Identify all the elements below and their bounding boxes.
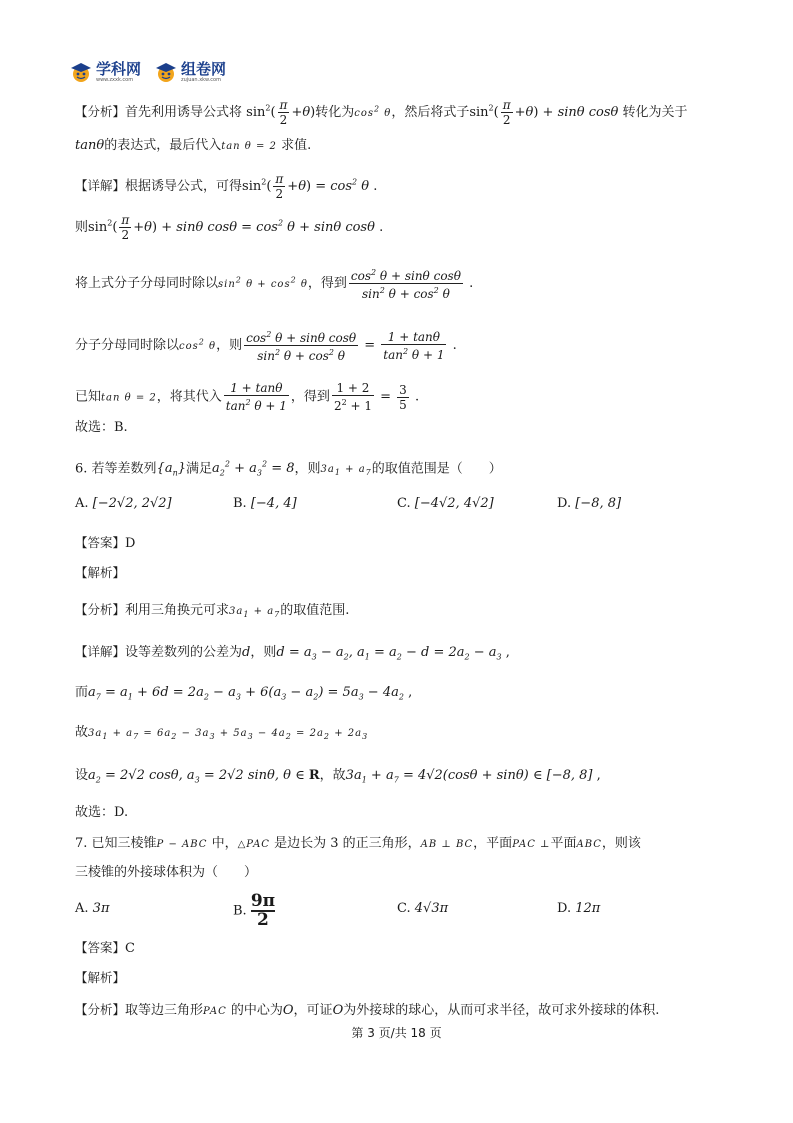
q6-option-c: C. [−4√2, 4√2] [397, 496, 494, 511]
q6-answer-line: 故选：D. [75, 805, 129, 820]
q5-answer-line: 故选：B. [75, 420, 128, 435]
page-number: 第 3 页/共 18 页 [351, 1026, 442, 1040]
q5-fenxi-line2: tanθ的表达式，最后代入tan θ = 2 求值. [75, 138, 312, 153]
q5-xiangjie-line4: 分子分母同时除以$\cos^2 \theta$，则 $\frac{\cos^2 \theta + \sin\theta \cos\theta}{\sin^2 \theta + \cos^2 \theta}$ = $\frac{1 + \tan\theta}{\tan^2 \theta + 1}$ . [75, 329, 457, 363]
q5-fenxi-line1: 【分析】首先利用诱导公式将 $\sin^2$( $\frac{\pi}{2}$ +θ)转化为$\cos^2 \theta$，然后将式子$\sin^2$( $\frac{\pi}{2}$ +θ) + sinθ cosθ 转化为关于 [75, 98, 688, 127]
q7-stem-line2: 三棱锥的外接球体积为（ ） [75, 865, 258, 880]
q5-xiangjie-line3: 将上式分子分母同时除以$\sin^2 \theta + \cos^2 \theta$，得到 $\frac{\cos^2 \theta + \sin\theta \cos\theta}{\sin^2 \theta + \cos^2 \theta}$ . [75, 268, 474, 301]
logo-xkw-url: www.zxxk.com [96, 77, 134, 83]
q7-fenxi: 【分析】取等边三角形PAC 的中心为O，可证O为外接球的球心，从而可求半径，故可求外接球的体积. [75, 1002, 660, 1018]
q7-jiexi-tag: 【解析】 [75, 970, 126, 985]
graduate-cap-icon [155, 61, 177, 83]
q5-xiangjie-line5: 已知tan θ = 2，将其代入 $\frac{1 + \tan\theta}{\tan^2 \theta + 1}$ ，得到 $\frac{1 + 2}{2^2 + 1}$ = $\frac{3}{5}$ . [75, 381, 420, 413]
q6-xiangjie-line1: 【详解】设等差数列的公差为d，则$d = a_3 - a_2$, $a_1 = a_2 - d = 2a_2 - a_3$ , [75, 644, 510, 662]
q6-stem: 6. 若等差数列$\{a_n\}$满足$a_2^2 + a_3^2 = 8$，则$3a_1 + a_7$的取值范围是（ ） [75, 460, 502, 478]
q7-answer: 【答案】C [75, 940, 135, 956]
q5-xiangjie-line2: 则$\sin^2$( $\frac{\pi}{2}$ +θ) + sinθ $\cos\theta = \cos^2 \theta + \sin\theta$ cosθ . [75, 213, 384, 242]
q6-option-b: B. [−4, 4] [233, 496, 297, 511]
logo-zujuan-name: 组卷网 [181, 60, 227, 78]
graduate-cap-icon [70, 61, 92, 83]
logo-zujuan [155, 61, 226, 83]
logo-zujuan-url: zujuan.xkw.com [181, 77, 221, 83]
q6-xiangjie-line4: 设$a_2 = 2√2$ cosθ, $a_3 = 2√2$ sinθ, θ ∈ R，故$3a_1 + a_7 = 4√2(\cos\theta + \sin\theta)$ ∈ [−8, 8] , [75, 768, 601, 785]
q7-stem-line1: 7. 已知三棱锥P − ABC 中，△PAC 是边长为 3 的正三角形，AB ⊥ BC，平面PAC ⊥平面ABC，则该 [75, 836, 641, 851]
logo-xkw [70, 61, 141, 83]
q7-option-a: A. 3π [75, 901, 110, 916]
header-logos [70, 58, 226, 86]
q6-jiexi-tag: 【解析】 [75, 565, 126, 580]
logo-xkw-name: 学科网 [96, 60, 142, 78]
q6-fenxi: 【分析】利用三角换元可求$3a_1 + a_7$的取值范围. [75, 602, 350, 619]
q7-option-b-fraction: $\frac{9\pi}{2}$ [250, 891, 276, 930]
q6-answer: 【答案】D [75, 535, 136, 551]
q5-xiangjie-line1: 【详解】根据诱导公式，可得$\sin^2$( $\frac{\pi}{2}$ $+\theta) = \cos^2 \theta$ . [75, 172, 378, 201]
q6-option-a: A. [−2√2, 2√2] [75, 496, 172, 511]
q6-xiangjie-line2: 而$a_7 = a_1 + 6d = 2a_2 - a_3 + 6(a_3 - a_2) = 5a_3 - 4a_2$ , [75, 685, 413, 702]
q7-option-b: B. $\frac{9\pi}{2}$ [233, 891, 276, 930]
q7-option-c: C. 4√3π [397, 901, 449, 916]
q7-option-d: D. 12π [557, 901, 601, 916]
q6-option-d: D. [−8, 8] [557, 496, 622, 511]
q6-xiangjie-line3: 故$3a_1 + a_7 = 6a_2 - 3a_3 + 5a_3 - 4a_2 = 2a_2 + 2a_3$ [75, 725, 369, 741]
